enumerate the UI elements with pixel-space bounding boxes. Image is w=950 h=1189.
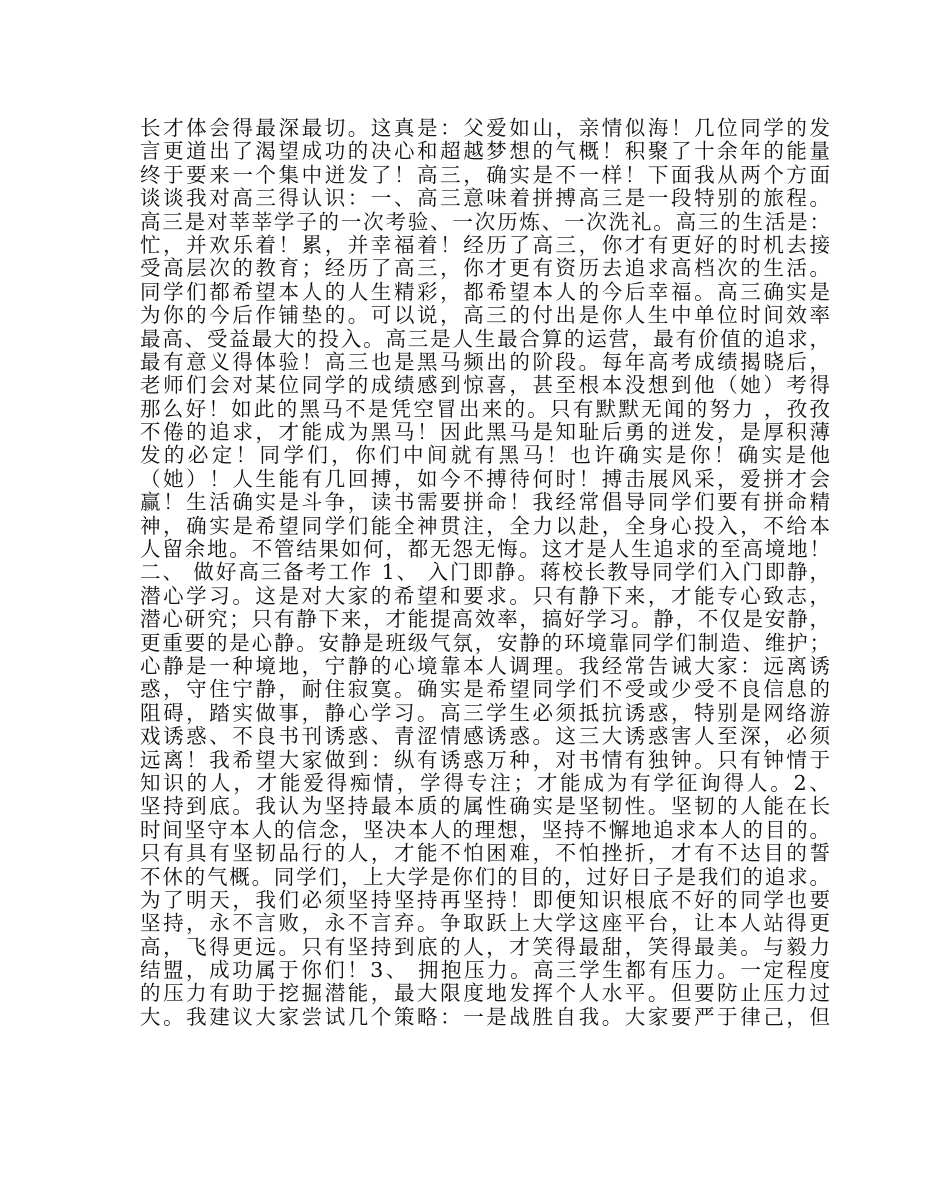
text-line: 为你的今后作铺垫的。可以说，高三的付出是你人生中单位时间效率: [140, 304, 830, 328]
text-line: 阻碍，踏实做事，静心学习。高三学生必须抵抗诱惑，特别是网络游: [140, 701, 830, 725]
text-line: 戏诱惑、不良书刊诱惑、青涩情感诱惑。这三大诱惑害人至深，必须: [140, 725, 830, 749]
text-line: 高，飞得更远。只有坚持到底的人，才笑得最甜，笑得最美。与毅力: [140, 935, 830, 959]
text-line: 为了明天，我们必须坚持坚持再坚持！即便知识根底不好的同学也要: [140, 888, 830, 912]
text-line: 终于要来一个集中迸发了！高三，确实是不一样！下面我从两个方面: [140, 163, 830, 187]
text-line: 只有具有坚韧品行的人，才能不怕困难，不怕挫折，才有不达目的誓: [140, 842, 830, 866]
text-line: 发的必定！同学们，你们中间就有黑马！也许确实是你！确实是他: [140, 444, 830, 468]
text-line: 老师们会对某位同学的成绩感到惊喜，甚至根本没想到他（她）考得: [140, 374, 830, 398]
text-line: 远离！我希望大家做到：纵有诱惑万种，对书情有独钟。只有钟情于: [140, 748, 830, 772]
text-line: 神，确实是希望同学们能全神贯注，全力以赴，全身心投入，不给本: [140, 514, 830, 538]
text-line: 坚持，永不言败，永不言弃。争取跃上大学这座平台，让本人站得更: [140, 912, 830, 936]
text-line: 长才体会得最深最切。这真是：父爱如山，亲情似海！几位同学的发: [140, 117, 830, 140]
text-line: 更重要的是心静。安静是班级气氛，安静的环境靠同学们制造、维护；: [140, 631, 830, 655]
text-line: 潜心学习。这是对大家的希望和要求。只有静下来，才能专心致志，: [140, 584, 830, 608]
text-line: 二、 做好高三备考工作 1、 入门即静。蒋校长教导同学们入门即静，: [140, 561, 830, 585]
text-line: 心静是一种境地，宁静的心境靠本人调理。我经常告诫大家：远离诱: [140, 654, 830, 678]
text-line: 言更道出了渴望成功的决心和超越梦想的气概！积聚了十余年的能量: [140, 140, 830, 164]
text-line: 时间坚守本人的信念，坚决本人的理想，坚持不懈地追求本人的目的。: [140, 818, 830, 842]
text-line: 高三是对莘莘学子的一次考验、一次历炼、一次洗礼。高三的生活是：: [140, 210, 830, 234]
text-line: 那么好！如此的黑马不是凭空冒出来的。只有默默无闻的努力 ，孜孜: [140, 397, 830, 421]
text-line: 人留余地。不管结果如何，都无怨无悔。这才是人生追求的至高境地！: [140, 538, 830, 562]
text-line: 谈谈我对高三得认识：一、高三意味着拼搏高三是一段特别的旅程。: [140, 187, 830, 211]
body-text: [140, 117, 830, 1029]
text-line: （她）！人生能有几回搏，如今不搏待何时！搏击展风采，爱拼才会: [140, 467, 830, 491]
text-line: 大。我建议大家尝试几个策略：一是战胜自我。大家要严于律己，但: [140, 1005, 830, 1029]
text-line: 忙，并欢乐着！累，并幸福着！经历了高三，你才有更好的时机去接: [140, 233, 830, 257]
text-line: 不休的气概。同学们，上大学是你们的目的，过好日子是我们的追求。: [140, 865, 830, 889]
text-line: 赢！生活确实是斗争，读书需要拼命！我经常倡导同学们要有拼命精: [140, 491, 830, 515]
text-line: 最有意义得体验！高三也是黑马频出的阶段。每年高考成绩揭晓后，: [140, 350, 830, 374]
text-line: 同学们都希望本人的人生精彩，都希望本人的今后幸福。高三确实是: [140, 280, 830, 304]
text-line: 惑，守住宁静，耐住寂寞。确实是希望同学们不受或少受不良信息的: [140, 678, 830, 702]
text-line: 坚持到底。我认为坚持最本质的属性确实是坚韧性。坚韧的人能在长: [140, 795, 830, 819]
text-line: 不倦的追求，才能成为黑马！因此黑马是知耻后勇的迸发，是厚积薄: [140, 421, 830, 445]
text-line: 的压力有助于挖掘潜能，最大限度地发挥个人水平。但要防止压力过: [140, 982, 830, 1006]
text-line: 知识的人，才能爱得痴情，学得专注；才能成为有学征询得人。2、: [140, 771, 830, 795]
text-line: 最高、受益最大的投入。高三是人生最合算的运营，最有价值的追求，: [140, 327, 830, 351]
text-line: 潜心研究；只有静下来，才能提高效率，搞好学习。静，不仅是安静，: [140, 608, 830, 632]
text-line: 结盟，成功属于你们！3、 拥抱压力。高三学生都有压力。一定程度: [140, 959, 830, 983]
text-line: 受高层次的教育；经历了高三，你才更有资历去追求高档次的生活。: [140, 257, 830, 281]
